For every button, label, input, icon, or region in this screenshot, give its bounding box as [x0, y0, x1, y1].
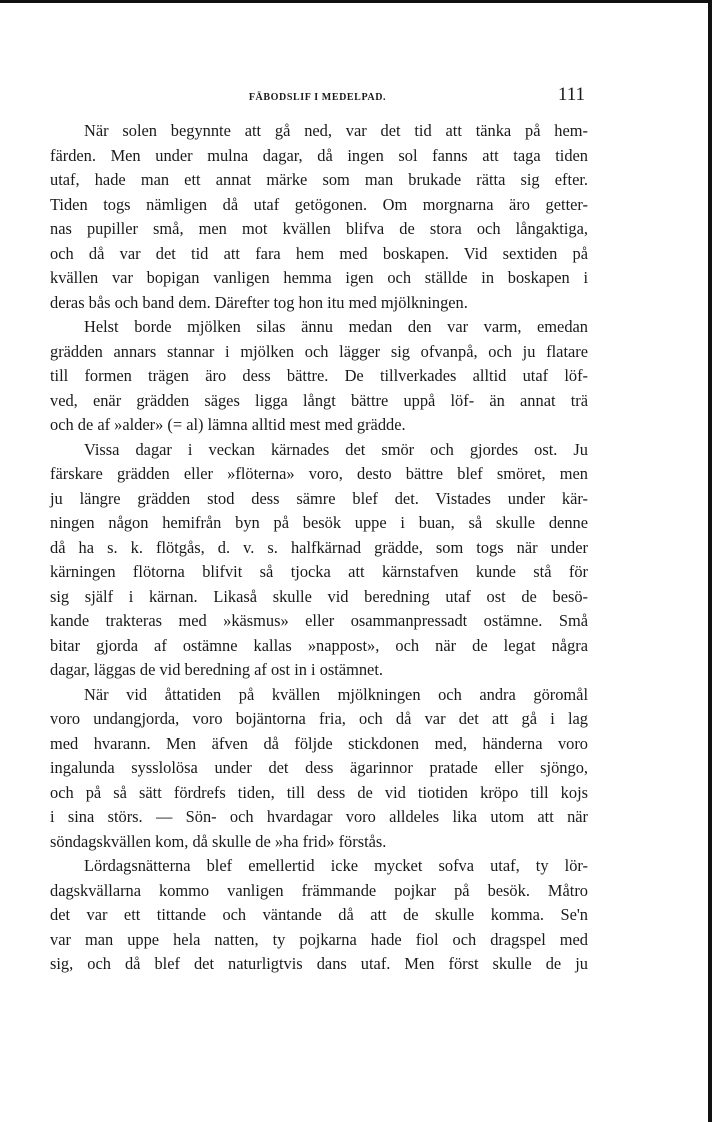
body-text [50, 119, 588, 977]
text-line: När solen begynnte att gå ned, var det tid att tänka på hem- [84, 121, 588, 140]
text-line: dagar, läggas de vid beredning af ost in i ostämnet. [50, 660, 383, 679]
text-line: Helst borde mjölken silas ännu medan den var varm, emedan [84, 317, 588, 336]
text-line: sig, och då blef det naturligtvis dans utaf. Men först skulle de ju [50, 954, 588, 973]
text-line: Lördagsnätterna blef emellertid icke mycket sofva utaf, ty lör- [84, 856, 588, 875]
text-line: färskare grädden eller »flöterna» voro, desto bättre blef smöret, men [50, 464, 588, 483]
page-number: 111 [557, 84, 585, 105]
text-line: färden. Men under mulna dagar, då ingen sol fanns att taga tiden [50, 145, 588, 165]
text-line: det var ett tittande och väntande då att de skulle komma. Se'n [50, 905, 588, 924]
text-line: och de af »alder» (= al) lämna alltid mest med grädde. [50, 415, 406, 434]
text-line: söndagskvällen kom, då skulle de »ha frid» förstås. [50, 831, 387, 851]
text-line: med hvarann. Men äfven då följde stickdonen med, händerna voro [50, 733, 588, 753]
text-line: kande trakteras med »käsmus» eller osammanpressadt ostämne. Små [50, 611, 588, 630]
text-line: ningen någon hemifrån byn på besök uppe i buan, så skulle denne [50, 513, 588, 532]
text-line: då ha s. k. flötgås, d. v. s. halfkärnad grädde, som togs när under [50, 537, 588, 557]
text-line: ved, enär grädden säges ligga långt bättre uppå löf- än annat trä [50, 390, 588, 410]
running-title: FÄBODSLIF I MEDELPAD. [248, 92, 387, 103]
text-line: sig själf i kärnan. Likaså skulle vid beredning utaf ost de besö- [50, 586, 588, 606]
text-line: När vid åttatiden på kvällen mjölkningen och andra göromål [84, 684, 588, 704]
text-line: utaf, hade man ett annat märke som man brukade rätta sig efter. [50, 170, 588, 189]
text-line: och då var det tid att fara hem med boskapen. Vid sextiden på [50, 243, 588, 263]
text-line: och på så sätt fördrefs tiden, till dess de vid tiotiden kröpo till kojs [50, 782, 588, 802]
text-line: till formen trägen äro dess bättre. De tillverkades alltid utaf löf- [50, 366, 588, 385]
text-line: Vissa dagar i veckan kärnades det smör och gjordes ost. Ju [84, 439, 588, 459]
text-line: i sina störs. — Sön- och hvardagar voro alldeles lika utom att när [50, 807, 588, 826]
text-line: Tiden togs nämligen då utaf getögonen. Om morgnarna äro getter- [50, 194, 588, 214]
text-line: grädden annars stannar i mjölken och lägger sig ofvanpå, och ju flatare [50, 341, 588, 361]
text-line: var man uppe hela natten, ty pojkarna hade fiol och dragspel med [50, 929, 588, 949]
scan-border-top [0, 0, 712, 3]
text-line: dagskvällarna kommo vanligen främmande pojkar på besök. Måtro [50, 880, 588, 900]
scan-border-right [708, 0, 712, 1122]
text-line: nas pupiller små, men mot kvällen blifva de stora och långaktiga, [50, 219, 588, 238]
text-line: ingalunda sysslolösa under det dess ägarinnor pratade eller sjöngo, [50, 758, 588, 777]
text-line: kärningen flötorna blifvit så tjocka att kärnstafven kunde stå för [50, 562, 588, 581]
text-line: ju längre grädden stod dess sämre blef det. Vistades under kär- [50, 488, 588, 508]
text-line: deras bås och band dem. Därefter tog hon itu med mjölkningen. [50, 292, 468, 312]
text-line: voro undangjorda, voro bojäntorna fria, och då var det att gå i lag [50, 709, 588, 728]
text-line: kvällen var bopigan vanligen hemma igen och ställde in boskapen i [50, 268, 588, 287]
text-line: bitar gjorda af ostämne kallas »nappost», och när de legat några [50, 635, 588, 655]
page-header [50, 84, 585, 108]
